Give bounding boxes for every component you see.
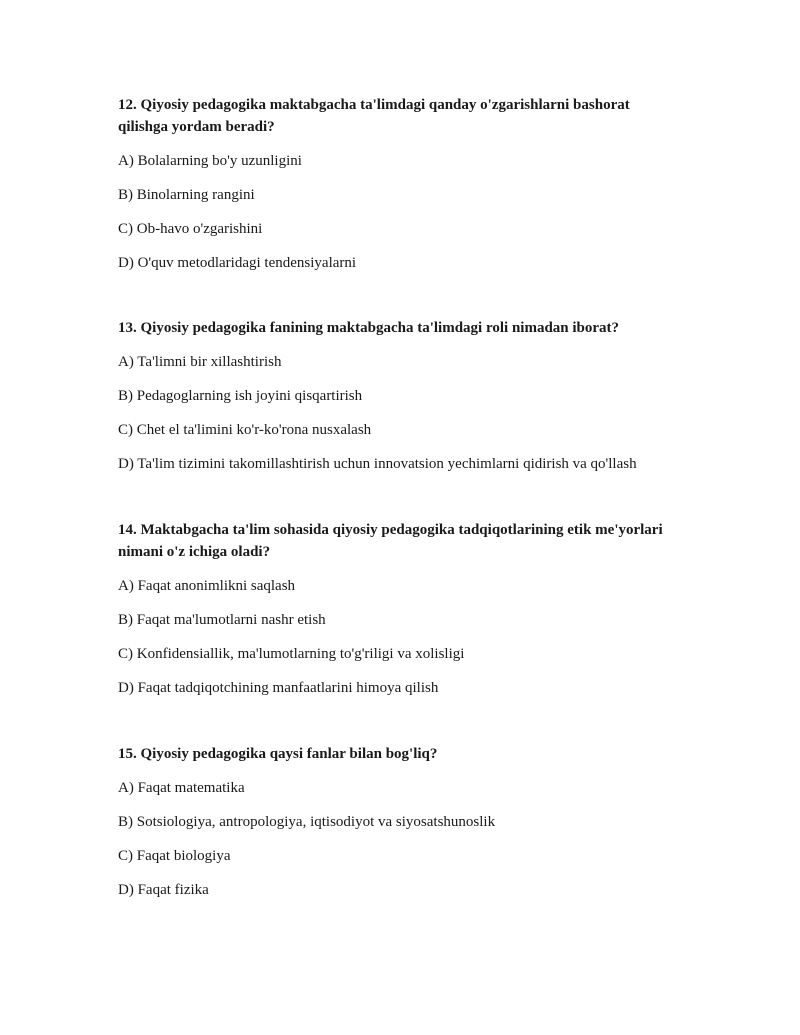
answer-option-a: A) Ta'limni bir xillashtirish	[118, 354, 282, 370]
question-14	[118, 519, 678, 711]
answer-option-b: B) Binolarning rangini	[118, 187, 255, 203]
answer-option-a: A) Bolalarning bo'y uzunligini	[118, 153, 302, 169]
answer-option-d: D) Faqat fizika	[118, 882, 209, 898]
question-15	[118, 743, 678, 913]
answer-option-d: D) Ta'lim tizimini takomillashtirish uchun innovatsion yechimlarni qidirish va qo'llash	[118, 456, 637, 472]
answer-option-b: B) Pedagoglarning ish joyini qisqartirish	[118, 388, 363, 404]
answer-option-a: A) Faqat anonimlikni saqlash	[118, 578, 296, 594]
question-title: 13. Qiyosiy pedagogika fanining maktabgacha ta'limdagi roli nimadan iborat?	[118, 320, 620, 336]
question-title: 14. Maktabgacha ta'lim sohasida qiyosiy pedagogika tadqiqotlarining etik me'yorlari nimani o'z ichiga oladi?	[118, 522, 663, 560]
answer-option-b: B) Faqat ma'lumotlarni nashr etish	[118, 612, 326, 628]
answer-option-c: C) Chet el ta'limini ko'r-ko'rona nusxalash	[118, 422, 372, 438]
question-12	[118, 94, 678, 286]
answer-option-d: D) Faqat tadqiqotchining manfaatlarini himoya qilish	[118, 680, 439, 696]
answer-option-c: C) Konfidensiallik, ma'lumotlarning to'g'riligi va xolisligi	[118, 646, 465, 662]
question-13	[118, 317, 678, 487]
answer-option-d: D) O'quv metodlaridagi tendensiyalarni	[118, 255, 357, 271]
answer-option-c: C) Faqat biologiya	[118, 848, 231, 864]
answer-option-c: C) Ob-havo o'zgarishini	[118, 221, 263, 237]
question-title: 15. Qiyosiy pedagogika qaysi fanlar bilan bog'liq?	[118, 746, 438, 762]
question-title: 12. Qiyosiy pedagogika maktabgacha ta'limdagi qanday o'zgarishlarni bashorat qilishga yordam beradi?	[118, 97, 630, 135]
answer-option-b: B) Sotsiologiya, antropologiya, iqtisodiyot va siyosatshunoslik	[118, 814, 496, 830]
answer-option-a: A) Faqat matematika	[118, 780, 245, 796]
